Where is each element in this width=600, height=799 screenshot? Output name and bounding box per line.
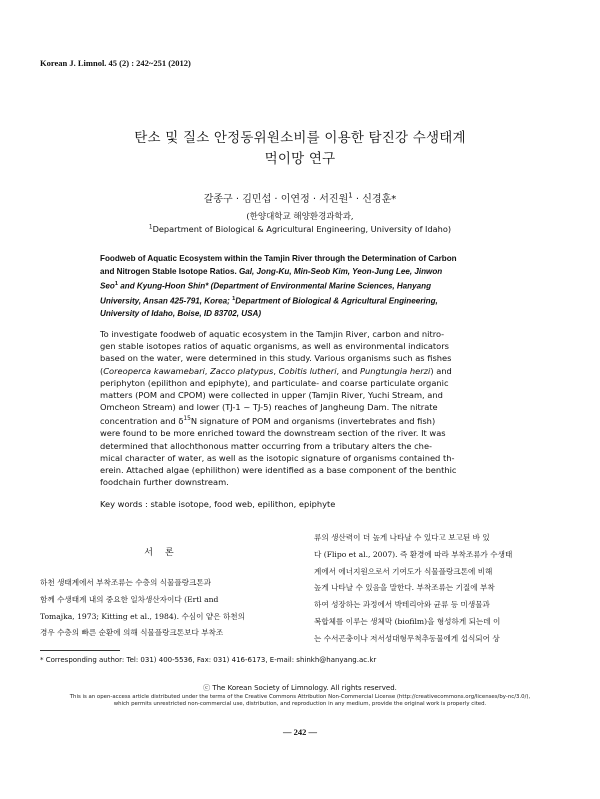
copyright-notice: ⓒ The Korean Society of Limnology. All rights reserved.	[203, 684, 397, 692]
section-heading: 서론	[144, 548, 186, 558]
page-number: — 242 —	[283, 727, 317, 737]
korean-authors: 갈종구 · 김민섭 · 이연정 · 서진원$^1$ · 신경훈*	[203, 191, 397, 205]
journal-citation: Korean J. Limnol. 45 (2) : 242~251 (2012)	[40, 58, 191, 68]
footnote-divider	[40, 650, 120, 651]
korean-title-line2: 먹이망 연구	[264, 151, 336, 167]
abstract: To investigate foodweb of aquatic ecosystem in the Tamjin River, carbon and nitro- gen stable isotopes ratios of aquatic organisms, as well as environmental indicators based on the water, were determined in this study. Various organisms such as fishes (Coreoperca kawamebari, Zacco platypus, Cobitis lutheri, and Pungtungia herzi) and periphyton (epilithon and epiphyte), and particulate- and coarse particulate organic matters (POM and CPOM) were collected in upper (Tamjin River, Yuchi Stream, and Omcheon Stream) and lower (TJ-1 ~ TJ-5) reaches of Jangheung Dam. The nitrate concentration and $\delta^{15}N$ signature of POM and organisms (invertebrates and fish) were found to be more enriched toward the downstream section of the river. It was determined that allochthonous matter occurring from a tributary alters the che- mical character of water, as well as the isotopic signature of organisms contained th- erein. Attached algae (ephilithon) were identified as a base component of the benthic foodchain further downstream.	[100, 329, 457, 488]
corresponding-author-footnote: * Corresponding author: Tel: 031) 400-5536, Fax: 031) 416-6173, E-mail: shinkh@hanyang.ac.kr	[40, 656, 377, 664]
english-title-block: Foodweb of Aquatic Ecosystem within the Tamjin River through the Determination of Carbon and Nitrogen Stable Isotope Ratios. Gal, Jong-Ku, Min-Seob Kim, Yeon-Jung Lee, Jinwon Seo$^1$ and Kyung-Hoon Shin* (Department of Environmental Marine Sciences, Hanyang University, Ansan 425-791, Korea; $^1$Department of Biological & Agricultural Engineering, University of Idaho, Boise, ID 83702, USA)	[100, 254, 457, 319]
english-affiliation: $^1$Department of Biological & Agricultural Engineering, University of Idaho)	[148, 224, 452, 234]
license-notice: This is an open-access article distributed under the terms of the Creative Commons Attribution Non-Commercial License (http://creativecommons.org/licenses/by-nc/3.0/), which permits unrestricted non-commercial use, distribution, and reproduction in any medium, provide the original work is properly cited.	[69, 694, 531, 707]
keywords: Key words : stable isotope, food web, epilithon, epiphyte	[100, 499, 336, 509]
korean-affiliation: (한양대학교 해양환경과학과,	[246, 212, 354, 222]
right-column-text: 류의 생산력이 더 높게 나타날 수 있다고 보고된 바 있 다 (Flipo et al., 2007). 즉 환경에 따라 부착조류가 수생태 계에서 에너지원으로서 기여도가 식물플랑크톤에 비해 높게 나타날 수 있음을 말한다. 부착조류는 기질에 부착 하여 성장하는 과정에서 박테리아와 균류 등 미생물과 복합체를 이루는 생체막 (biofilm)을 형성하게 되는데 이 는 수서곤충이나 저서성대형무척추동물에게 섭식되어 상	[314, 533, 513, 643]
korean-title-line1: 탄소 및 질소 안정동위원소비를 이용한 탐진강 수생태계	[134, 130, 466, 146]
left-column-text: 하천 생태계에서 부착조류는 수층의 식물플랑크톤과 함께 수생태계 내의 중요한 일차생산자이다 (Ertl and Tomajka, 1973; Kitting et al., 1984). 수심이 얕은 하천의 경우 수층의 빠른 순환에 의해 식물플랑크톤보다 부착조	[40, 578, 245, 638]
